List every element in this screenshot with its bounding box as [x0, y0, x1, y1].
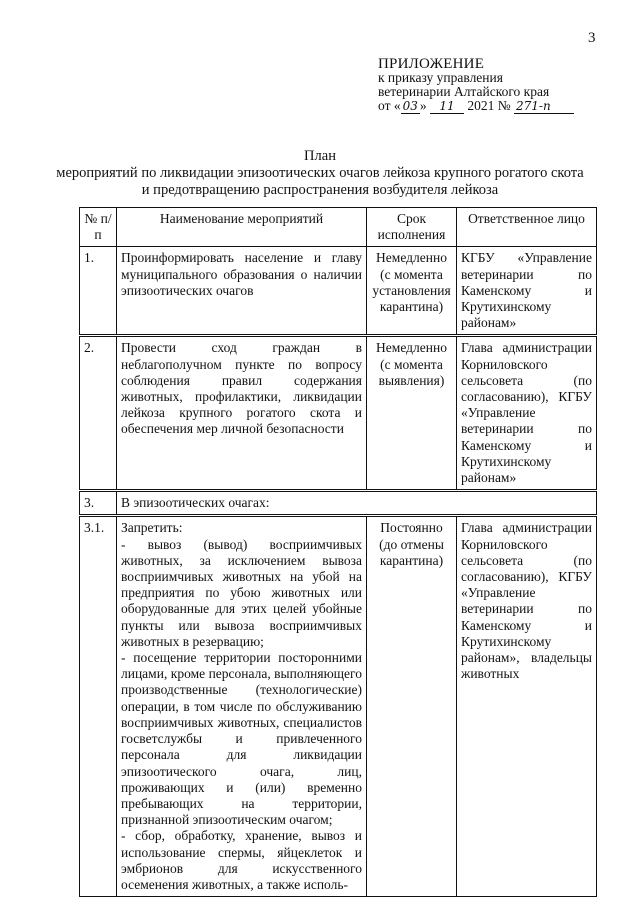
date-month: 11: [430, 99, 464, 114]
row-term: Немедленно (с момента установления карантина): [367, 247, 457, 336]
plan-title-line-1: План: [304, 148, 336, 164]
order-number: 271-п: [514, 99, 574, 114]
row-name: В эпизоотических очагах:: [117, 491, 597, 516]
row-num: 1.: [80, 247, 117, 336]
appendix-line-1: к приказу управления: [378, 70, 503, 85]
row-name-intro: Запретить:: [121, 520, 183, 536]
date-year: 2021 №: [467, 98, 511, 113]
header-term: Срок исполнения: [367, 208, 457, 247]
table-row: [80, 336, 597, 491]
row-resp: Глава администрации Корниловского сельсовета (по согласованию), КГБУ «Управление ветеринарии по Каменскому и Крутихинскому районам»: [457, 336, 597, 491]
row-name-item: - посещение территории посторонними лицами, кроме персонала, выполняющего производственные (технологические) операции, в том числе по обслуживанию восприимчивых животных, специалистов госветслужбы и привлеченного персонала для ликвидации эпизоотического очага, лиц, проживающих и (или) временно пребывающих на территории, признанной эпизоотическим очагом;: [121, 650, 362, 828]
row-name: Провести сход граждан в неблагополучном пункте по вопросу соблюдения правил содержания животных, профилактики, ликвидации лейкоза крупного рогатого скота и обеспечения мер личной безопасности: [117, 336, 367, 491]
appendix-title: ПРИЛОЖЕНИЕ: [378, 56, 485, 72]
header-resp: Ответственное лицо: [457, 208, 597, 247]
row-name: [117, 516, 367, 897]
row-name: Проинформировать население и главу муниципального образования о наличии эпизоотических очагов: [117, 247, 367, 336]
appendix-block: [378, 57, 574, 114]
page-number: 3: [588, 30, 596, 46]
row-resp: КГБУ «Управление ветеринарии по Каменскому и Крутихинскому районам»: [457, 247, 597, 336]
header-name: Наименование мероприятий: [117, 208, 367, 247]
table-header-row: [80, 208, 597, 247]
table-row: [80, 247, 597, 336]
row-num: 3.: [80, 491, 117, 516]
plan-title-line-2: мероприятий по ликвидации эпизоотических очагов лейкоза крупного рогатого скота: [56, 165, 584, 181]
row-term: Немедленно (с момента выявления): [367, 336, 457, 491]
appendix-line-2: ветеринарии Алтайского края: [378, 84, 550, 99]
row-resp: Глава администрации Корниловского сельсовета (по согласованию), КГБУ «Управление ветеринарии по Каменскому и Крутихинскому районам», владельцы животных: [457, 516, 597, 897]
plan-table: [79, 207, 597, 897]
date-day: 03: [402, 99, 418, 113]
date-prefix: от «: [378, 98, 401, 113]
row-num: 2.: [80, 336, 117, 491]
appendix-date-line: [378, 99, 574, 114]
date-mid: »: [419, 98, 427, 113]
table-row: [80, 491, 597, 516]
row-term: Постоянно (до отмены карантина): [367, 516, 457, 897]
plan-title: [0, 148, 640, 199]
row-num: 3.1.: [80, 516, 117, 897]
table-row: [80, 516, 597, 897]
row-name-item: - вывоз (вывод) восприимчивых животных, за исключением вывоза восприимчивых животных на убой на предприятия по убою животных или оборудованные для этих целей убойные пункты или вывоза восприимчивых животных в резервацию;: [121, 536, 362, 649]
plan-title-line-3: и предотвращению распространения возбудителя лейкоза: [141, 182, 499, 198]
row-name-item: - сбор, обработку, хранение, вывоз и использование спермы, яйцеклеток и эмбрионов для искусственного осеменения животных, а также исполь-: [121, 828, 362, 892]
header-num: № п/п: [80, 208, 117, 247]
